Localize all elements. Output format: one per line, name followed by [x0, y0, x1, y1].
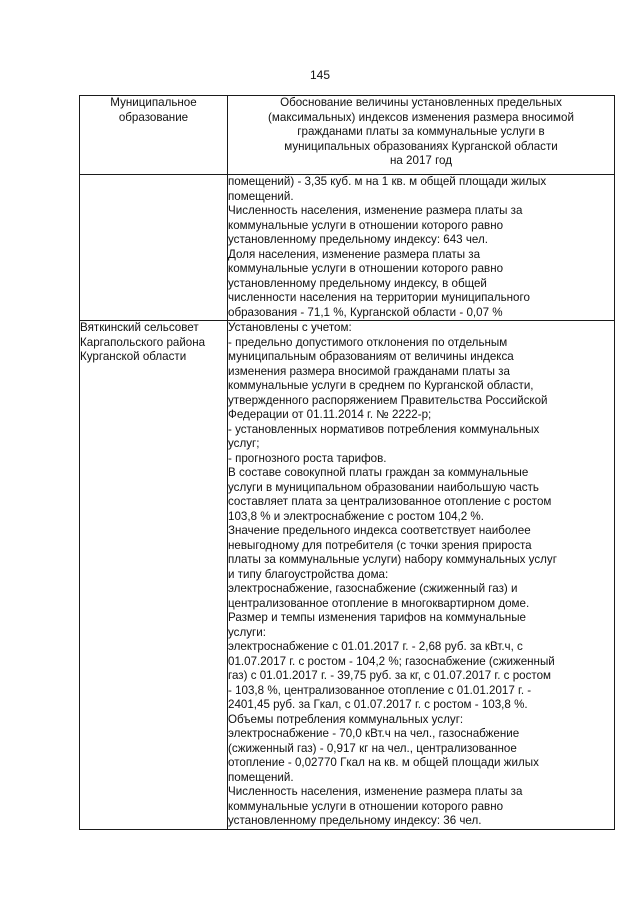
text-line: 01.07.2017 г. с ростом - 104,2 %; газоснабжение (сжиженный — [228, 654, 555, 668]
text-line: Федерации от 01.11.2014 г. № 2222-р; — [228, 408, 432, 421]
text-line: Значение предельного индекса соответствует наиболее — [228, 524, 531, 537]
text-line: - прогнозного роста тарифов. — [228, 451, 387, 465]
text-line: помещений. — [228, 770, 294, 784]
header-justification-line: (максимальных) индексов изменения размера вносимой — [268, 110, 574, 124]
text-line: централизованное отопление в многоквартирном доме. — [228, 596, 530, 610]
text-line: коммунальные услуги в отношении которого равно — [228, 262, 504, 275]
justification-cell — [228, 175, 615, 321]
text-line: 2401,45 руб. за Гкал, с 01.07.2017 г. с ростом - 103,8 %. — [228, 698, 528, 711]
header-justification-line: гражданами платы за коммунальные услуги в — [297, 125, 545, 138]
text-line: и типу благоустройства дома: — [228, 567, 389, 581]
header-justification-line: на 2017 год — [389, 154, 453, 167]
text-line: коммунальные услуги в отношении которого равно — [228, 799, 504, 813]
header-municipality-line: образование — [118, 110, 189, 124]
text-line: Размер и темпы изменения тарифов на коммунальные — [228, 611, 526, 624]
municipality-name-line: Курганской области — [80, 350, 187, 363]
header-justification-line: Обоснование величины установленных предельных — [280, 96, 562, 109]
text-line: услуги в муниципальном образовании наибольшую часть — [228, 480, 539, 494]
text-line: коммунальные услуги в отношении которого равно — [228, 218, 504, 232]
text-line: 103,8 % и электроснабжение с ростом 104,2 %. — [228, 509, 484, 523]
text-line: утвержденного распоряжением Правительства Российской — [228, 393, 548, 407]
text-line: изменения размера вносимой гражданами платы за — [228, 364, 510, 378]
header-municipality-line: Муниципальное — [110, 96, 197, 109]
text-line: установленному предельному индексу, в общей — [228, 276, 487, 290]
justification-cell — [228, 321, 615, 830]
text-line: численности населения на территории муниципального — [228, 291, 530, 304]
text-line: установленному предельному индексу: 643 чел. — [228, 233, 488, 246]
text-line: невыгодному для потребителя (с точки зрения прироста — [228, 538, 532, 552]
text-line: платы за коммунальные услуги) набору коммунальных услуг — [228, 553, 557, 566]
header-justification-cell — [228, 96, 615, 175]
text-line: электроснабжение, газоснабжение (сжиженный газ) и — [228, 582, 518, 595]
text-line: составляет плата за централизованное отопление с ростом — [228, 495, 552, 508]
text-line: Численность населения, изменение размера платы за — [228, 204, 523, 217]
text-line: электроснабжение - 70,0 кВт.ч на чел., газоснабжение — [228, 727, 520, 740]
text-line: услуг; — [228, 437, 260, 450]
municipality-name-line: Вяткинский сельсовет — [80, 321, 199, 334]
text-line: В составе совокупной платы граждан за коммунальные — [228, 466, 529, 479]
text-line: газ) с 01.01.2017 г. - 39,75 руб. за кг, с 01.07.2017 г. с ростом — [228, 669, 551, 682]
text-line: - 103,8 %, централизованное отопление с 01.01.2017 г. - — [228, 683, 532, 697]
text-line: помещений. — [228, 189, 294, 203]
text-line: образования - 71,1 %, Курганской области - 0,07 % — [228, 305, 503, 319]
header-municipality-cell — [80, 96, 228, 175]
table-row — [80, 175, 615, 321]
text-line: установленному предельному индексу: 36 чел. — [228, 814, 482, 827]
text-line: муниципальным образованиям от величины индекса — [228, 350, 514, 363]
text-line: - установленных нормативов потребления коммунальных — [228, 422, 540, 436]
page-number: 145 — [309, 68, 331, 82]
municipality-cell — [80, 321, 228, 830]
text-line: Доля населения, изменение размера платы за — [228, 247, 481, 261]
municipality-cell — [80, 175, 228, 321]
header-justification-line: муниципальных образованиях Курганской области — [284, 139, 558, 153]
text-line: помещений) - 3,35 куб. м на 1 кв. м общей площади жилых — [228, 175, 547, 188]
text-line: коммунальные услуги в среднем по Курганской области, — [228, 379, 534, 392]
text-line: (сжиженный газ) - 0,917 кг на чел., централизованное — [228, 741, 517, 755]
text-line: Объемы потребления коммунальных услуг: — [228, 712, 464, 726]
text-line: отопление - 0,02770 Гкал на кв. м общей площади жилых — [228, 756, 539, 769]
table-row — [80, 321, 615, 830]
municipality-name-line: Каргапольского района — [80, 335, 206, 349]
text-line: - предельно допустимого отклонения по отдельным — [228, 335, 508, 349]
table-header-row — [80, 96, 615, 175]
text-line: услуги: — [228, 625, 266, 639]
text-line: Численность населения, изменение размера платы за — [228, 785, 523, 798]
tariff-index-table — [79, 95, 615, 830]
text-line: Установлены с учетом: — [228, 321, 352, 334]
text-line: электроснабжение с 01.01.2017 г. - 2,68 руб. за кВт.ч, с — [228, 640, 523, 653]
